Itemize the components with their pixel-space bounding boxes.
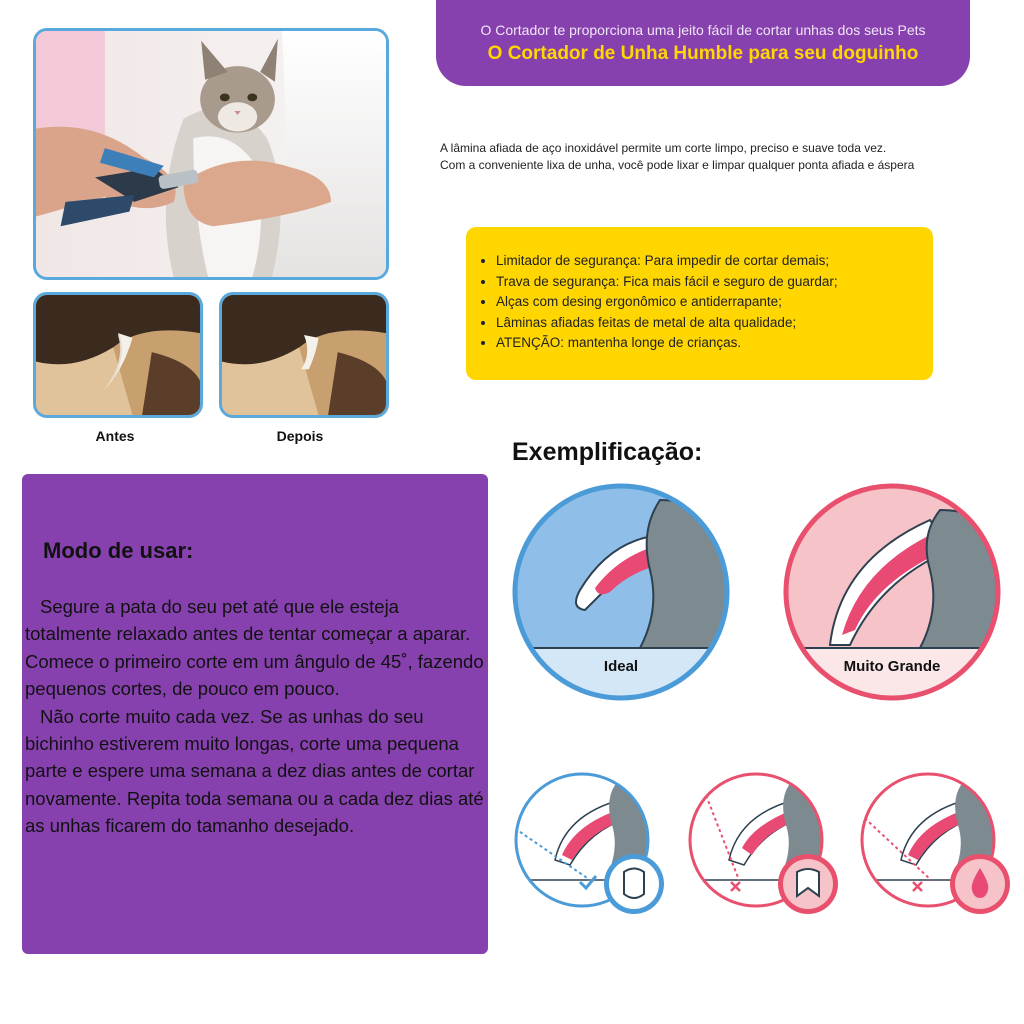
cat-nail-clipping-photo: [33, 28, 389, 280]
features-box: [466, 227, 933, 380]
before-caption: Antes: [95, 428, 135, 444]
usage-paragraph-2: Não corte muito cada vez. Se as unhas do seu bichinho estiverem muito longas, corte uma pequena parte e espere uma semana a dez dias antes de cortar novamente. Repita toda semana ou a cada dez dias até as unhas ficarem do tamanho desejado.: [25, 705, 484, 837]
claw-before-photo: [33, 292, 203, 418]
product-description: [440, 140, 1000, 174]
example-title: Exemplificação:: [512, 438, 703, 466]
usage-text: [25, 593, 485, 840]
claw-after-photo: [219, 292, 389, 418]
feature-item: • Limitador de segurança: Para impedir de cortar demais;: [496, 251, 917, 272]
after-caption: Depois: [276, 428, 324, 444]
correct-cut-diagram: [510, 770, 670, 920]
usage-box: [22, 474, 488, 954]
description-line-1: A lâmina afiada de aço inoxidável permite um corte limpo, preciso e suave toda vez.: [440, 141, 887, 155]
feature-item: • Lâminas afiadas feitas de metal de alta qualidade;: [496, 313, 917, 334]
feature-item: • Alças com desing ergonômico e antiderrapante;: [496, 292, 917, 313]
usage-paragraph-1: Segure a pata do seu pet até que ele esteja totalmente relaxado antes de tentar começar a aparar. Comece o primeiro corte em um ângulo de 45˚, fazendo pequenos cortes, de pouco em pouco.: [25, 596, 484, 700]
ideal-label: Ideal: [603, 658, 639, 675]
too-large-label: Muito Grande: [843, 658, 941, 675]
header-title: O Cortador de Unha Humble para seu doguinho: [487, 43, 919, 64]
too-deep-cut-diagram: [856, 770, 1016, 920]
too-long-cut-diagram: [684, 770, 844, 920]
usage-title: Modo de usar:: [43, 538, 194, 563]
feature-item: • Trava de segurança: Fica mais fácil e seguro de guardar;: [496, 272, 917, 293]
header-banner: [436, 0, 970, 86]
features-list: [496, 251, 917, 354]
feature-item: • ATENÇÃO: mantenha longe de crianças.: [496, 333, 917, 354]
description-line-2: Com a conveniente lixa de unha, você pode lixar e limpar qualquer ponta afiada e áspera: [440, 158, 915, 172]
header-subtitle: O Cortador te proporciona uma jeito fácil de cortar unhas dos seus Pets: [480, 22, 926, 38]
